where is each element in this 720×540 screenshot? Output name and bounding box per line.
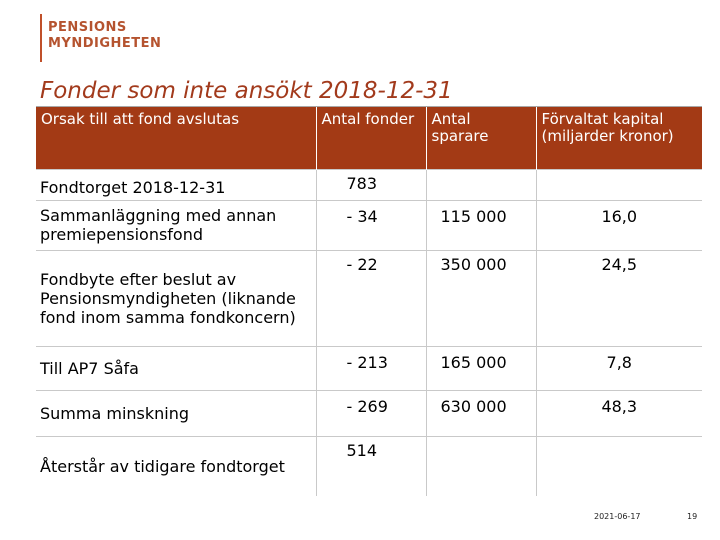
header-capital: Förvaltat kapital (miljarder kronor)	[536, 107, 702, 169]
cell-saver-count: 115 000	[426, 200, 536, 250]
cell-capital: 7,8	[536, 346, 702, 390]
cell-fund-count: - 34	[316, 200, 426, 250]
cell-capital: 24,5	[536, 250, 702, 346]
cell-saver-count	[426, 169, 536, 200]
cell-capital: 48,3	[536, 390, 702, 436]
logo-line-2: MYNDIGHETEN	[48, 36, 162, 51]
cell-fund-count: - 22	[316, 250, 426, 346]
row-label: Summa minskning	[36, 390, 316, 436]
cell-capital	[536, 169, 702, 200]
table-row	[36, 346, 702, 390]
page-title: Fonder som inte ansökt 2018-12-31	[40, 78, 453, 104]
header-fund-count: Antal fonder	[316, 107, 426, 169]
cell-capital: 16,0	[536, 200, 702, 250]
cell-saver-count	[426, 436, 536, 496]
logo-line-1: PENSIONS	[48, 20, 127, 35]
header-reason: Orsak till att fond avslutas	[36, 107, 316, 169]
cell-fund-count: - 213	[316, 346, 426, 390]
cell-fund-count: 514	[316, 436, 426, 496]
cell-fund-count: 783	[316, 169, 426, 200]
cell-saver-count: 165 000	[426, 346, 536, 390]
table-row	[36, 169, 702, 200]
header-saver-count: Antal sparare	[426, 107, 536, 169]
table-row	[36, 390, 702, 436]
row-label: Sammanläggning med annan premiepensionsfond	[36, 200, 316, 250]
cell-saver-count: 350 000	[426, 250, 536, 346]
cell-saver-count: 630 000	[426, 390, 536, 436]
page-number: 19	[687, 512, 698, 521]
row-label: Fondbyte efter beslut av Pensionsmyndigheten (liknande fond inom samma fondkoncern)	[36, 250, 316, 346]
table-row	[36, 250, 702, 346]
row-label: Fondtorget 2018-12-31	[36, 169, 316, 200]
cell-fund-count: - 269	[316, 390, 426, 436]
row-label: Till AP7 Såfa	[36, 346, 316, 390]
footer-date: 2021-06-17	[594, 512, 641, 521]
row-label: Återstår av tidigare fondtorget	[36, 436, 316, 496]
data-table	[36, 107, 702, 496]
cell-capital	[536, 436, 702, 496]
logo-text	[48, 20, 161, 52]
logo-bar	[40, 14, 42, 62]
table-row	[36, 200, 702, 250]
table-row	[36, 436, 702, 496]
table-header-row	[36, 107, 702, 169]
